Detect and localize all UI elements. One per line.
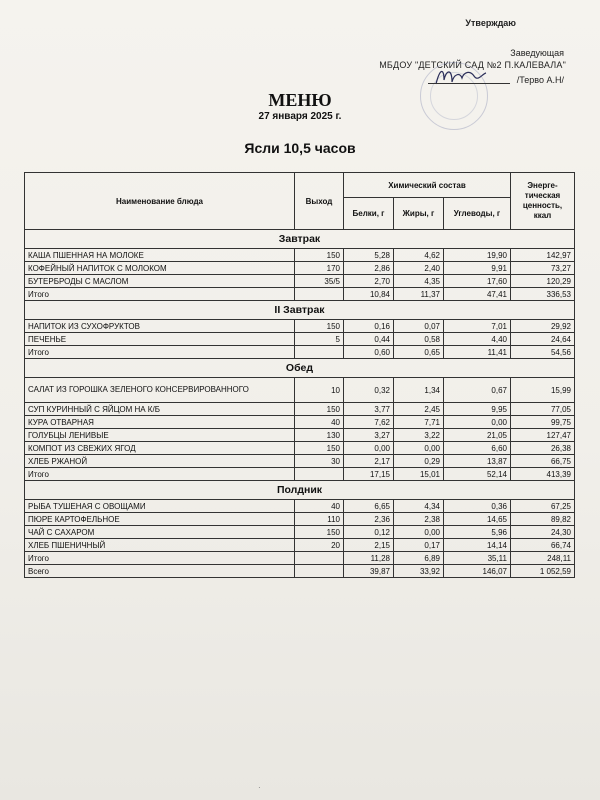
dish-fat: 0,58 (394, 333, 444, 346)
dish-protein: 2,17 (344, 455, 394, 468)
dish-output: 150 (295, 526, 344, 539)
dish-name: САЛАТ ИЗ ГОРОШКА ЗЕЛЕНОГО КОНСЕРВИРОВАННОГО (25, 378, 295, 403)
section-title: II Завтрак (25, 301, 575, 320)
table-row (25, 249, 575, 262)
dish-name: ЧАЙ С САХАРОМ (25, 526, 295, 539)
dish-protein: 0,32 (344, 378, 394, 403)
dish-protein: 3,77 (344, 403, 394, 416)
section-title: Обед (25, 359, 575, 378)
dish-carbs: 7,01 (444, 320, 511, 333)
dish-energy: 120,29 (511, 275, 575, 288)
group-name: Ясли 10,5 часов (244, 140, 356, 156)
dish-name: БУТЕРБРОДЫ С МАСЛОМ (25, 275, 295, 288)
dish-fat: 2,40 (394, 262, 444, 275)
total-carbs: 47,41 (444, 288, 511, 301)
dish-energy: 29,92 (511, 320, 575, 333)
dish-name: ПЕЧЕНЬЕ (25, 333, 295, 346)
dish-output: 20 (295, 539, 344, 552)
dish-output: 170 (295, 262, 344, 275)
dish-output: 10 (295, 378, 344, 403)
dish-carbs: 9,91 (444, 262, 511, 275)
total-fat: 11,37 (394, 288, 444, 301)
section-row (25, 359, 575, 378)
dish-fat: 2,38 (394, 513, 444, 526)
dish-output: 40 (295, 416, 344, 429)
dish-carbs: 21,05 (444, 429, 511, 442)
menu-table-body (25, 230, 575, 578)
table-row (25, 378, 575, 403)
total-energy: 413,39 (511, 468, 575, 481)
table-row (25, 416, 575, 429)
scan-mark: · (258, 783, 261, 792)
dish-energy: 127,47 (511, 429, 575, 442)
table-row (25, 262, 575, 275)
total-energy: 336,53 (511, 288, 575, 301)
dish-protein: 0,16 (344, 320, 394, 333)
table-row (25, 539, 575, 552)
total-protein: 0,60 (344, 346, 394, 359)
total-label: Итого (25, 346, 295, 359)
total-label: Итого (25, 288, 295, 301)
dish-carbs: 13,87 (444, 455, 511, 468)
grand-total-protein: 39,87 (344, 565, 394, 578)
dish-fat: 2,45 (394, 403, 444, 416)
dish-carbs: 17,60 (444, 275, 511, 288)
total-row (25, 552, 575, 565)
section-title: Полдник (25, 481, 575, 500)
total-fat: 0,65 (394, 346, 444, 359)
signature-line (428, 83, 510, 84)
total-energy: 248,11 (511, 552, 575, 565)
dish-output: 150 (295, 403, 344, 416)
dish-carbs: 4,40 (444, 333, 511, 346)
table-row (25, 442, 575, 455)
dish-carbs: 5,96 (444, 526, 511, 539)
total-label: Итого (25, 552, 295, 565)
dish-carbs: 0,00 (444, 416, 511, 429)
dish-carbs: 19,90 (444, 249, 511, 262)
dish-energy: 24,64 (511, 333, 575, 346)
dish-energy: 77,05 (511, 403, 575, 416)
dish-fat: 1,34 (394, 378, 444, 403)
page-title: МЕНЮ (268, 90, 332, 110)
signature-image (430, 64, 490, 90)
dish-carbs: 0,67 (444, 378, 511, 403)
total-protein: 11,28 (344, 552, 394, 565)
dish-protein: 2,86 (344, 262, 394, 275)
dish-column-header: Наименование блюда (25, 173, 295, 230)
menu-table (24, 172, 575, 578)
dish-energy: 66,75 (511, 455, 575, 468)
dish-fat: 4,62 (394, 249, 444, 262)
dish-name: КАША ПШЕННАЯ НА МОЛОКЕ (25, 249, 295, 262)
carbs-column-header: Углеводы, г (444, 198, 511, 230)
dish-output: 30 (295, 455, 344, 468)
dish-fat: 0,29 (394, 455, 444, 468)
total-carbs: 35,11 (444, 552, 511, 565)
total-carbs: 11,41 (444, 346, 511, 359)
grand-total-fat: 33,92 (394, 565, 444, 578)
dish-fat: 0,00 (394, 442, 444, 455)
grand-total-row (25, 565, 575, 578)
dish-carbs: 6,60 (444, 442, 511, 455)
total-carbs: 52,14 (444, 468, 511, 481)
energy-column-header: Энерге-тическая ценность, ккал (511, 173, 575, 230)
organization-name: МБДОУ "ДЕТСКИЙ САД №2 П.КАЛЕВАЛА" (379, 60, 566, 70)
total-protein: 10,84 (344, 288, 394, 301)
total-output-empty (295, 346, 344, 359)
section-title: Завтрак (25, 230, 575, 249)
dish-output: 40 (295, 500, 344, 513)
total-output-empty (295, 468, 344, 481)
dish-name: КОМПОТ ИЗ СВЕЖИХ ЯГОД (25, 442, 295, 455)
total-fat: 15,01 (394, 468, 444, 481)
dish-energy: 99,75 (511, 416, 575, 429)
table-row (25, 429, 575, 442)
total-output-empty (295, 552, 344, 565)
grand-total-energy: 1 052,59 (511, 565, 575, 578)
grand-total-label: Всего (25, 565, 295, 578)
dish-protein: 3,27 (344, 429, 394, 442)
dish-output: 35/5 (295, 275, 344, 288)
total-protein: 17,15 (344, 468, 394, 481)
table-row (25, 333, 575, 346)
table-row (25, 320, 575, 333)
dish-fat: 4,35 (394, 275, 444, 288)
dish-output: 130 (295, 429, 344, 442)
dish-protein: 2,15 (344, 539, 394, 552)
section-row (25, 301, 575, 320)
total-energy: 54,56 (511, 346, 575, 359)
fat-column-header: Жиры, г (394, 198, 444, 230)
dish-protein: 0,44 (344, 333, 394, 346)
dish-fat: 4,34 (394, 500, 444, 513)
dish-energy: 24,30 (511, 526, 575, 539)
dish-name: СУП КУРИННЫЙ С ЯЙЦОМ НА К/Б (25, 403, 295, 416)
table-row (25, 500, 575, 513)
total-row (25, 288, 575, 301)
dish-name: ГОЛУБЦЫ ЛЕНИВЫЕ (25, 429, 295, 442)
dish-protein: 2,36 (344, 513, 394, 526)
dish-output: 150 (295, 442, 344, 455)
dish-carbs: 14,65 (444, 513, 511, 526)
dish-name: ПЮРЕ КАРТОФЕЛЬНОЕ (25, 513, 295, 526)
dish-protein: 0,12 (344, 526, 394, 539)
total-row (25, 468, 575, 481)
dish-name: КУРА ОТВАРНАЯ (25, 416, 295, 429)
approver-position: Заведующая (510, 48, 564, 58)
grand-total-output-empty (295, 565, 344, 578)
dish-name: ХЛЕБ РЖАНОЙ (25, 455, 295, 468)
dish-name: КОФЕЙНЫЙ НАПИТОК С МОЛОКОМ (25, 262, 295, 275)
dish-carbs: 9,95 (444, 403, 511, 416)
section-row (25, 230, 575, 249)
table-row (25, 513, 575, 526)
grand-total-carbs: 146,07 (444, 565, 511, 578)
dish-energy: 66,74 (511, 539, 575, 552)
table-row (25, 275, 575, 288)
dish-carbs: 0,36 (444, 500, 511, 513)
dish-name: НАПИТОК ИЗ СУХОФРУКТОВ (25, 320, 295, 333)
dish-protein: 5,28 (344, 249, 394, 262)
dish-output: 150 (295, 320, 344, 333)
dish-protein: 0,00 (344, 442, 394, 455)
section-row (25, 481, 575, 500)
chemical-column-header: Химический состав (344, 173, 511, 198)
signatory-name: /Терво А.Н/ (516, 75, 564, 85)
dish-energy: 73,27 (511, 262, 575, 275)
total-label: Итого (25, 468, 295, 481)
dish-name: ХЛЕБ ПШЕНИЧНЫЙ (25, 539, 295, 552)
dish-carbs: 14,14 (444, 539, 511, 552)
dish-output: 110 (295, 513, 344, 526)
table-row (25, 526, 575, 539)
dish-fat: 3,22 (394, 429, 444, 442)
dish-protein: 6,65 (344, 500, 394, 513)
menu-date: 27 января 2025 г. (258, 111, 342, 122)
dish-output: 150 (295, 249, 344, 262)
dish-fat: 0,00 (394, 526, 444, 539)
dish-energy: 26,38 (511, 442, 575, 455)
dish-protein: 7,62 (344, 416, 394, 429)
table-row (25, 403, 575, 416)
output-column-header: Выход (295, 173, 344, 230)
approve-label: Утверждаю (465, 18, 516, 28)
dish-energy: 15,99 (511, 378, 575, 403)
dish-output: 5 (295, 333, 344, 346)
dish-energy: 142,97 (511, 249, 575, 262)
dish-protein: 2,70 (344, 275, 394, 288)
table-row (25, 455, 575, 468)
dish-fat: 7,71 (394, 416, 444, 429)
dish-energy: 67,25 (511, 500, 575, 513)
protein-column-header: Белки, г (344, 198, 394, 230)
dish-fat: 0,17 (394, 539, 444, 552)
total-fat: 6,89 (394, 552, 444, 565)
dish-name: РЫБА ТУШЕНАЯ С ОВОЩАМИ (25, 500, 295, 513)
dish-fat: 0,07 (394, 320, 444, 333)
total-output-empty (295, 288, 344, 301)
dish-energy: 89,82 (511, 513, 575, 526)
total-row (25, 346, 575, 359)
